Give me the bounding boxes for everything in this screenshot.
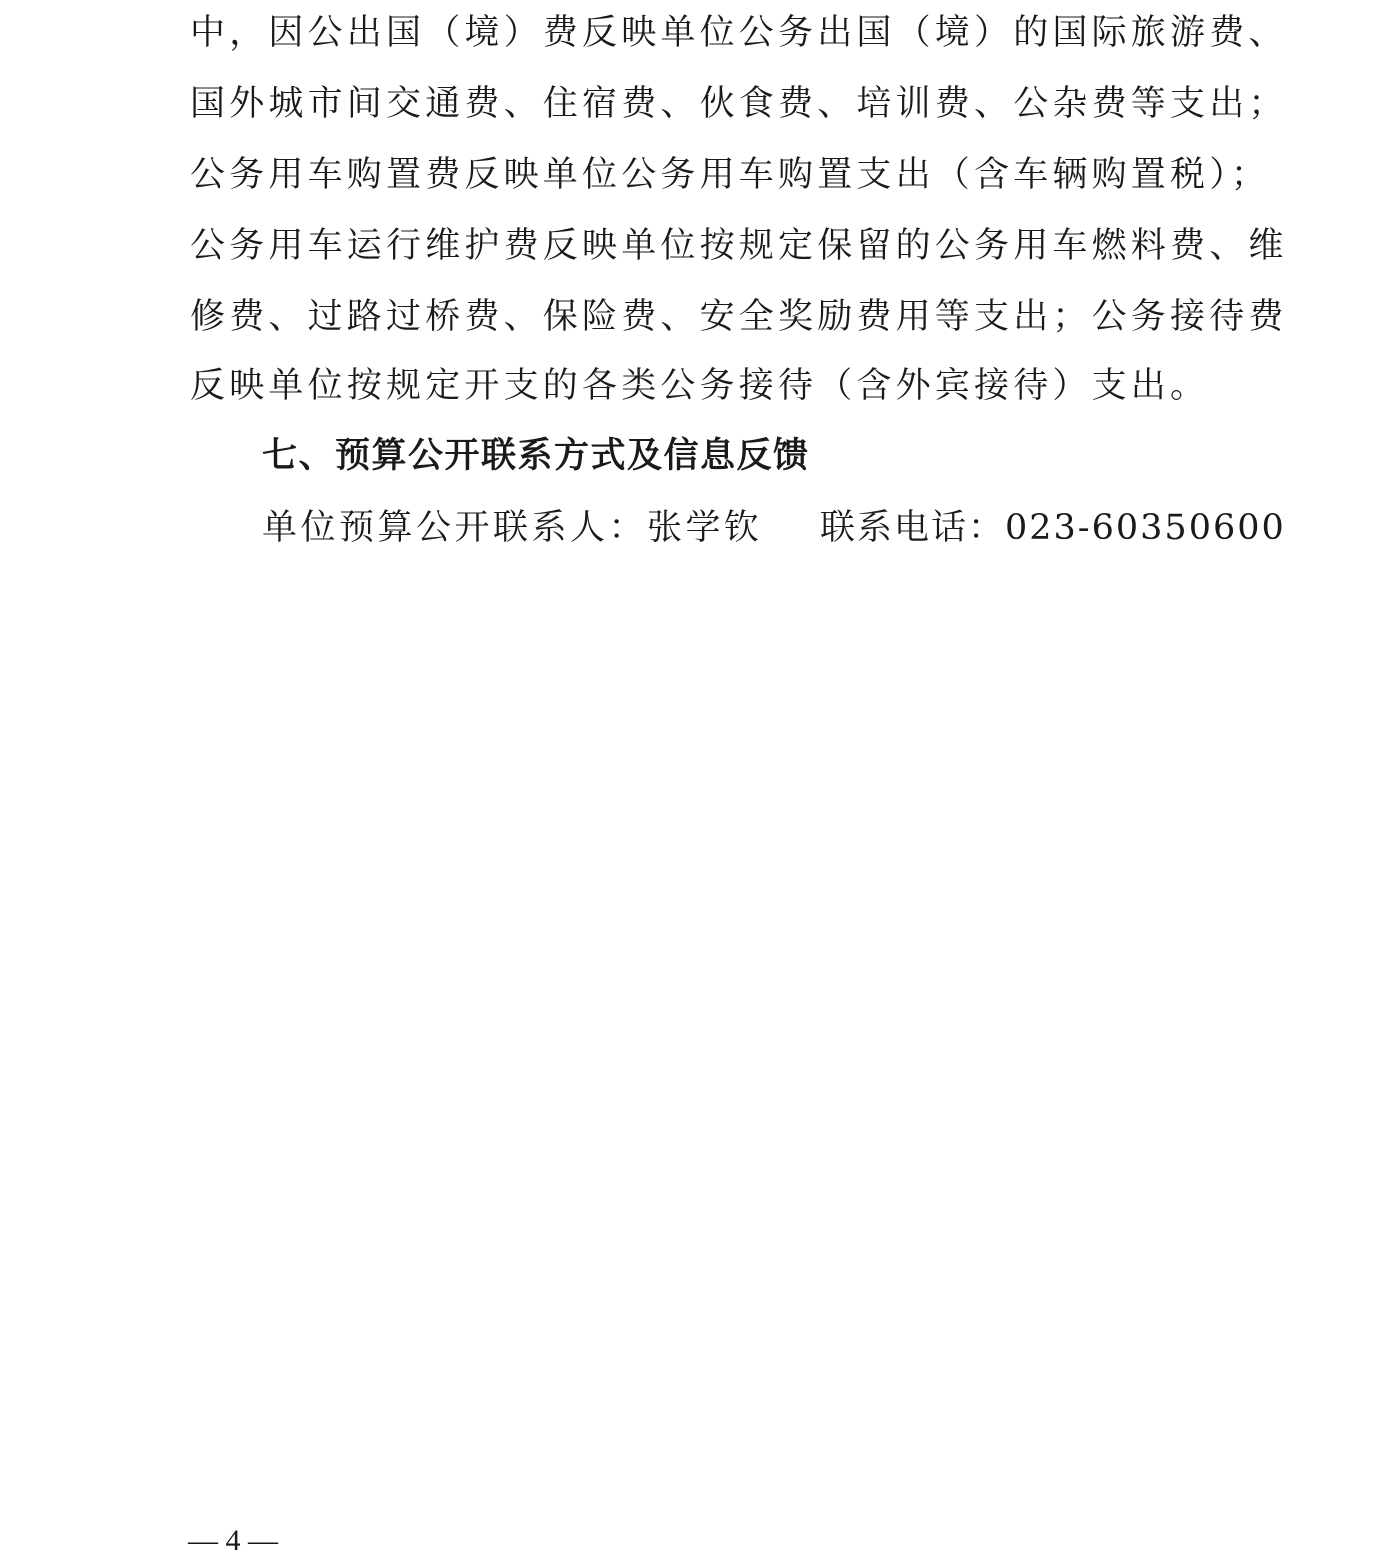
contact-phone: 联系电话：023-60350600	[820, 508, 1286, 548]
body-text-line-3: 公务用车购置费反映单位公务用车购置支出（含车辆购置税）；	[190, 155, 1271, 195]
body-text-line-4: 公务用车运行维护费反映单位按规定保留的公务用车燃料费、维	[190, 226, 1288, 266]
section-heading: 七、预算公开联系方式及信息反馈	[262, 436, 810, 476]
page-number: — 4 —	[188, 1524, 278, 1557]
body-text-line-1: 中，因公出国（境）费反映单位公务出国（境）的国际旅游费、	[190, 13, 1288, 53]
body-text-line-2: 国外城市间交通费、住宿费、伙食费、培训费、公杂费等支出；	[190, 84, 1288, 124]
contact-person: 单位预算公开联系人：张学钦	[262, 508, 763, 548]
body-text-line-6: 反映单位按规定开支的各类公务接待（含外宾接待）支出。	[190, 366, 1210, 406]
body-text-line-5: 修费、过路过桥费、保险费、安全奖励费用等支出；公务接待费	[190, 297, 1288, 337]
